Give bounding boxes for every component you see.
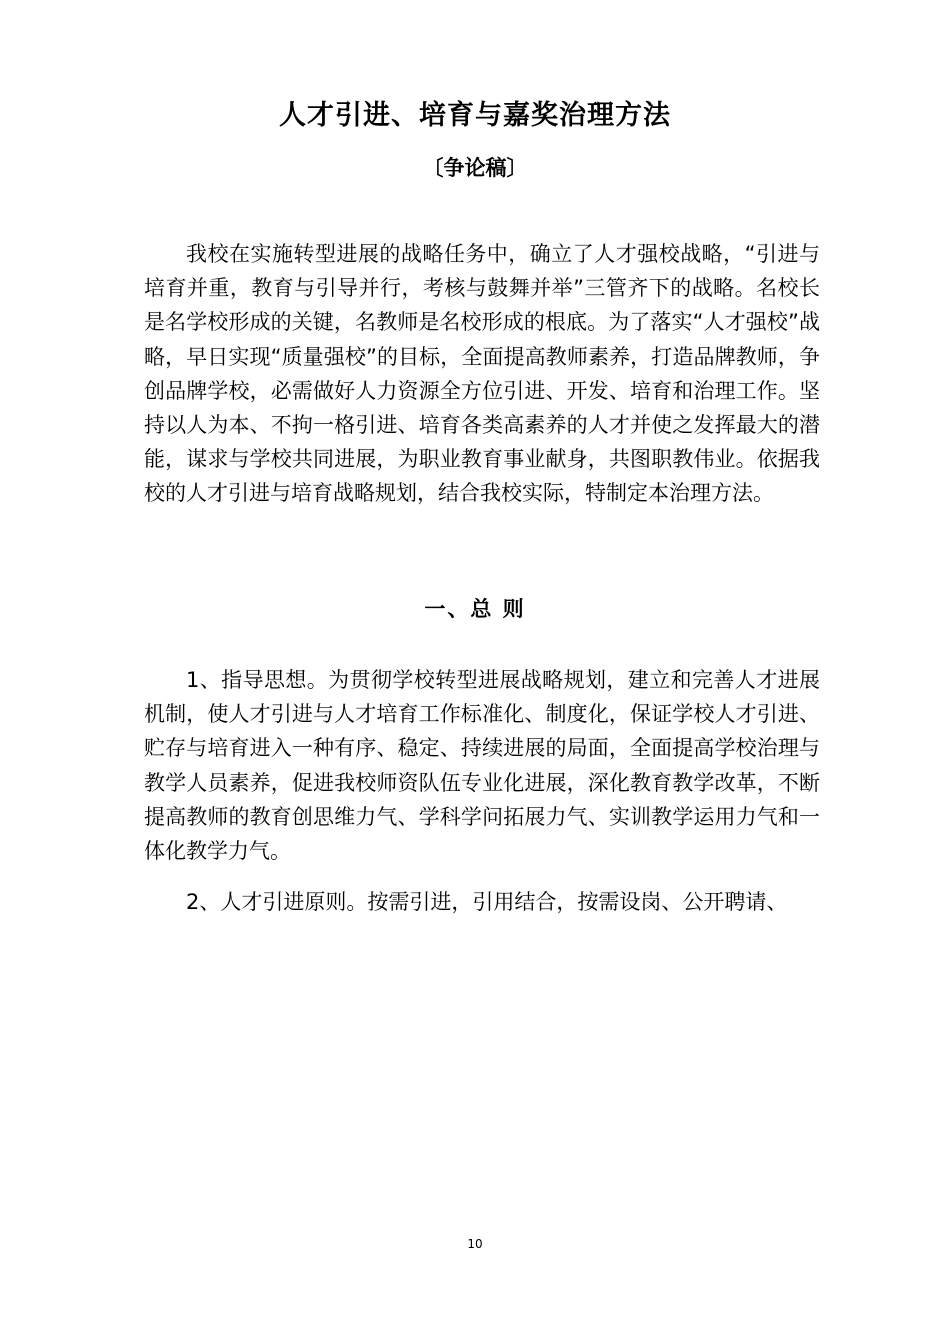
document-title: 人才引进、培育与嘉奖治理方法 bbox=[279, 100, 671, 131]
section-heading: 一、总 则 bbox=[424, 597, 526, 621]
intro-paragraph: 我校在实施转型进展的战略任务中，确立了人才强校战略，“引进与培育并重，教育与引导并行，考核与鼓舞并举”三管齐下的战略。名校长是名学校形成的关键，名教师是名校形成的根底。为了落实“人才强校”战略，早日实现“质量强校”的目标，全面提高教师素养，打造品牌教师，争创品牌学校，必需做好人力资源全方位引进、开发、培育和治理工作。坚持以人为本、不拘一格引进、培育各类高素养的人才并使之发挥最大的潜能，谋求与学校共同进展，为职业教育事业献身，共图职教伟业。依据我校的人才引进与培育战略规划，结合我校实际，特制定本治理方法。 bbox=[144, 242, 820, 506]
paragraph-guiding-ideology: 1、指导思想。为贯彻学校转型进展战略规划，建立和完善人才进展机制，使人才引进与人才培育工作标准化、制度化，保证学校人才引进、贮存与培育进入一种有序、稳定、持续进展的局面，全面提高学校治理与教学人员素养，促进我校师资队伍专业化进展，深化教育教学改革，不断提高教师的教育创思维力气、学科学问拓展力气、实训教学运用力气和一体化教学力气。 bbox=[144, 668, 820, 864]
document-subtitle: 〔争论稿〕 bbox=[422, 156, 528, 180]
page-number: 10 bbox=[467, 1237, 483, 1251]
paragraph-recruitment-principle: 2、人才引进原则。按需引进，引用结合，按需设岗、公开聘请、 bbox=[186, 890, 788, 914]
